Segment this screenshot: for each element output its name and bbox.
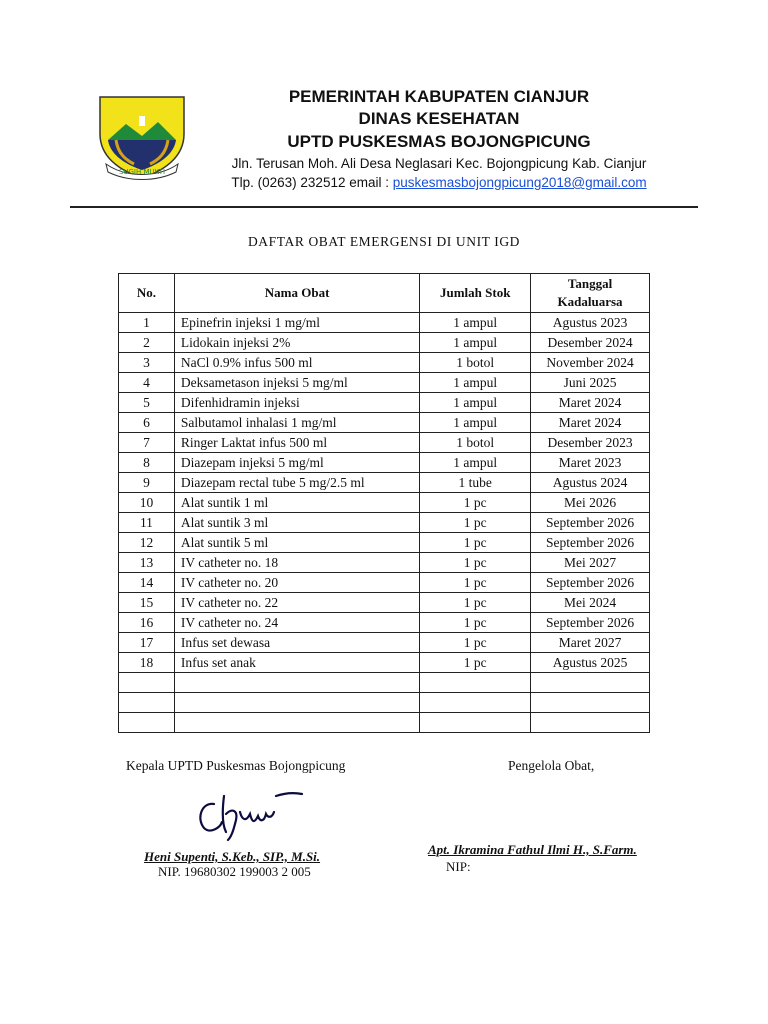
logo-motto: SUGIH MUKTI <box>118 168 166 176</box>
cell-jumlah-stok: 1 pc <box>420 533 531 553</box>
header-no: No. <box>119 274 175 313</box>
cell-nama-obat: Epinefrin injeksi 1 mg/ml <box>174 313 419 333</box>
cell-no: 12 <box>119 533 175 553</box>
cell-no: 17 <box>119 633 175 653</box>
left-signatory-nip: NIP. 19680302 199003 2 005 <box>158 864 311 879</box>
cell-nama-obat: IV catheter no. 22 <box>174 593 419 613</box>
cell-tanggal-kadaluarsa: September 2026 <box>531 613 650 633</box>
cell-jumlah-stok: 1 ampul <box>420 393 531 413</box>
cell-tanggal-kadaluarsa: Mei 2027 <box>531 553 650 573</box>
cell-jumlah-stok: 1 tube <box>420 473 531 493</box>
cell-nama-obat: Diazepam rectal tube 5 mg/2.5 ml <box>174 473 419 493</box>
address: Jln. Terusan Moh. Ali Desa Neglasari Kec. Bojongpicung Kab. Cianjur <box>231 156 647 171</box>
cell-nama-obat: Infus set dewasa <box>174 633 419 653</box>
table-row <box>119 373 650 393</box>
cell-no: 9 <box>119 473 175 493</box>
cell-tanggal-kadaluarsa: Mei 2026 <box>531 493 650 513</box>
cell-tanggal-kadaluarsa: November 2024 <box>531 353 650 373</box>
cell-jumlah-stok <box>420 693 531 713</box>
table-body <box>119 313 650 733</box>
cell-no: 5 <box>119 393 175 413</box>
cell-no: 11 <box>119 513 175 533</box>
cell-nama-obat: NaCl 0.9% infus 500 ml <box>174 353 419 373</box>
table-row <box>119 433 650 453</box>
table-row <box>119 513 650 533</box>
left-signatory-name: Heni Supenti, S.Keb., SIP., M.Si. <box>144 849 321 864</box>
cell-no: 10 <box>119 493 175 513</box>
handwritten-signature <box>192 782 312 842</box>
cell-tanggal-kadaluarsa: Desember 2023 <box>531 433 650 453</box>
phone-text: Tlp. (0263) 232512 email : <box>231 175 393 190</box>
right-signatory-nip: NIP: <box>446 859 471 874</box>
cell-no: 15 <box>119 593 175 613</box>
cell-tanggal-kadaluarsa: Desember 2024 <box>531 333 650 353</box>
cell-tanggal-kadaluarsa: Agustus 2024 <box>531 473 650 493</box>
letterhead <box>0 0 768 200</box>
medicine-table <box>118 273 650 733</box>
cell-jumlah-stok: 1 ampul <box>420 373 531 393</box>
cell-nama-obat: Alat suntik 3 ml <box>174 513 419 533</box>
cell-no: 13 <box>119 553 175 573</box>
cell-no: 7 <box>119 433 175 453</box>
cell-nama-obat: IV catheter no. 18 <box>174 553 419 573</box>
table-row <box>119 613 650 633</box>
cell-jumlah-stok: 1 pc <box>420 593 531 613</box>
header-jumlah-stok: Jumlah Stok <box>420 274 531 313</box>
left-signatory-role: Kepala UPTD Puskesmas Bojongpicung <box>126 758 346 773</box>
cell-jumlah-stok: 1 ampul <box>420 333 531 353</box>
cianjur-emblem-icon <box>96 94 188 180</box>
cell-no <box>119 693 175 713</box>
cell-no: 16 <box>119 613 175 633</box>
table-row <box>119 313 650 333</box>
cell-tanggal-kadaluarsa: Maret 2023 <box>531 453 650 473</box>
cell-nama-obat <box>174 713 419 733</box>
right-signatory-role: Pengelola Obat, <box>508 758 595 773</box>
cell-no: 6 <box>119 413 175 433</box>
document-title: DAFTAR OBAT EMERGENSI DI UNIT IGD <box>247 234 521 249</box>
cell-jumlah-stok <box>420 673 531 693</box>
table-row <box>119 533 650 553</box>
cell-nama-obat: Alat suntik 1 ml <box>174 493 419 513</box>
cell-nama-obat: Salbutamol inhalasi 1 mg/ml <box>174 413 419 433</box>
cell-tanggal-kadaluarsa: Agustus 2023 <box>531 313 650 333</box>
right-signatory-name: Apt. Ikramina Fathul Ilmi H., S.Farm. <box>428 842 637 857</box>
cell-jumlah-stok: 1 pc <box>420 653 531 673</box>
cell-tanggal-kadaluarsa <box>531 713 650 733</box>
cell-nama-obat: Alat suntik 5 ml <box>174 533 419 553</box>
cell-nama-obat: Diazepam injeksi 5 mg/ml <box>174 453 419 473</box>
cell-nama-obat: Lidokain injeksi 2% <box>174 333 419 353</box>
cell-tanggal-kadaluarsa <box>531 673 650 693</box>
cell-jumlah-stok: 1 ampul <box>420 453 531 473</box>
table-row <box>119 473 650 493</box>
contact-line <box>200 173 678 192</box>
cell-tanggal-kadaluarsa: Juni 2025 <box>531 373 650 393</box>
cell-tanggal-kadaluarsa: Maret 2027 <box>531 633 650 653</box>
table-row <box>119 593 650 613</box>
cell-tanggal-kadaluarsa <box>531 693 650 713</box>
cell-jumlah-stok: 1 pc <box>420 493 531 513</box>
header-divider <box>70 206 698 208</box>
cell-jumlah-stok <box>420 713 531 733</box>
cell-jumlah-stok: 1 pc <box>420 633 531 653</box>
cell-jumlah-stok: 1 ampul <box>420 313 531 333</box>
cell-jumlah-stok: 1 pc <box>420 513 531 533</box>
table-header-row <box>119 274 650 313</box>
cell-no: 3 <box>119 353 175 373</box>
table-row <box>119 573 650 593</box>
cell-tanggal-kadaluarsa: September 2026 <box>531 573 650 593</box>
cell-no: 2 <box>119 333 175 353</box>
cell-jumlah-stok: 1 pc <box>420 613 531 633</box>
table-row <box>119 553 650 573</box>
table-row <box>119 653 650 673</box>
table-row <box>119 393 650 413</box>
cell-tanggal-kadaluarsa: Maret 2024 <box>531 413 650 433</box>
header-nama-obat: Nama Obat <box>174 274 419 313</box>
cell-tanggal-kadaluarsa: September 2026 <box>531 513 650 533</box>
cell-jumlah-stok: 1 pc <box>420 553 531 573</box>
table-row <box>119 453 650 473</box>
cell-nama-obat: Infus set anak <box>174 653 419 673</box>
institution-name: UPTD PUSKESMAS BOJONGPICUNG <box>287 132 591 151</box>
table-row <box>119 673 650 693</box>
letterhead-text <box>200 86 678 192</box>
cell-no: 18 <box>119 653 175 673</box>
cell-no <box>119 713 175 733</box>
cell-no: 14 <box>119 573 175 593</box>
cell-no: 8 <box>119 453 175 473</box>
table-row <box>119 413 650 433</box>
cell-no: 1 <box>119 313 175 333</box>
cell-nama-obat: Difenhidramin injeksi <box>174 393 419 413</box>
table-row <box>119 493 650 513</box>
email-link[interactable]: puskesmasbojongpicung2018@gmail.com <box>392 175 647 190</box>
cell-tanggal-kadaluarsa: September 2026 <box>531 533 650 553</box>
table-row <box>119 693 650 713</box>
cell-tanggal-kadaluarsa: Maret 2024 <box>531 393 650 413</box>
cell-jumlah-stok: 1 botol <box>420 353 531 373</box>
cell-no: 4 <box>119 373 175 393</box>
cell-nama-obat: Deksametason injeksi 5 mg/ml <box>174 373 419 393</box>
table-row <box>119 333 650 353</box>
cell-jumlah-stok: 1 ampul <box>420 413 531 433</box>
cell-jumlah-stok: 1 botol <box>420 433 531 453</box>
government-name: PEMERINTAH KABUPATEN CIANJUR <box>288 87 590 106</box>
cell-tanggal-kadaluarsa: Mei 2024 <box>531 593 650 613</box>
table-row <box>119 713 650 733</box>
cell-tanggal-kadaluarsa: Agustus 2025 <box>531 653 650 673</box>
cell-nama-obat: IV catheter no. 20 <box>174 573 419 593</box>
cell-jumlah-stok: 1 pc <box>420 573 531 593</box>
table-row <box>119 353 650 373</box>
cell-nama-obat <box>174 693 419 713</box>
table-row <box>119 633 650 653</box>
header-tanggal-kadaluarsa: Tanggal Kadaluarsa <box>531 274 650 313</box>
cell-nama-obat: IV catheter no. 24 <box>174 613 419 633</box>
cell-nama-obat <box>174 673 419 693</box>
cell-no <box>119 673 175 693</box>
department-name: DINAS KESEHATAN <box>358 109 520 128</box>
cell-nama-obat: Ringer Laktat infus 500 ml <box>174 433 419 453</box>
